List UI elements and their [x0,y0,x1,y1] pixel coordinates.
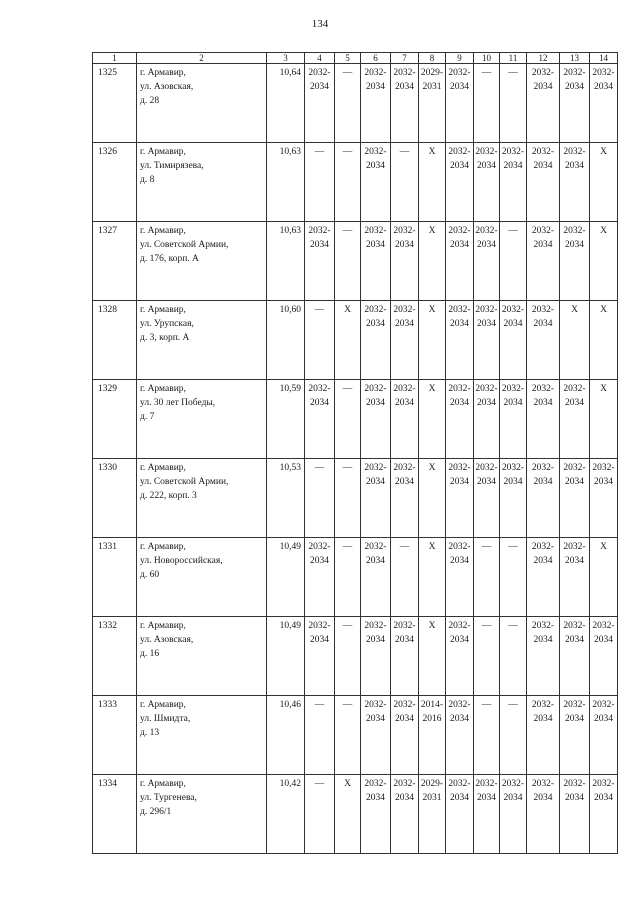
cell-col-9: 2032- 2034 [446,775,474,854]
cell-col-10: 2032- 2034 [474,222,500,301]
cell-col-14: 2032- 2034 [590,775,618,854]
cell-col-7: 2032- 2034 [391,222,419,301]
cell-col-6: 2032- 2034 [361,696,391,775]
cell-row-number: 1329 [93,380,137,459]
table-row [93,64,618,143]
cell-col-10: — [474,696,500,775]
cell-col-6: 2032- 2034 [361,143,391,222]
cell-col-13: 2032- 2034 [560,538,590,617]
column-header: 5 [335,53,361,64]
cell-col-8: X [419,222,446,301]
cell-col-4: 2032- 2034 [305,617,335,696]
cell-col-11: — [500,538,527,617]
cell-address: г. Армавир, ул. Тургенева, д. 296/1 [137,775,267,854]
cell-col-7: 2032- 2034 [391,459,419,538]
cell-col-4: — [305,775,335,854]
repair-schedule-table [92,52,618,854]
cell-col-7: 2032- 2034 [391,380,419,459]
cell-col-14: X [590,380,618,459]
cell-col-5: — [335,143,361,222]
table-row [93,775,618,854]
table-body [93,53,618,854]
cell-col-6: 2032- 2034 [361,222,391,301]
column-header: 13 [560,53,590,64]
cell-col-11: — [500,64,527,143]
cell-row-number: 1325 [93,64,137,143]
cell-col-11: — [500,222,527,301]
cell-col-9: 2032- 2034 [446,222,474,301]
cell-area: 10,53 [267,459,305,538]
cell-col-5: — [335,64,361,143]
cell-col-14: 2032- 2034 [590,617,618,696]
cell-col-10: — [474,64,500,143]
cell-col-10: 2032- 2034 [474,775,500,854]
cell-col-4: — [305,696,335,775]
cell-col-10: 2032- 2034 [474,380,500,459]
cell-col-13: 2032- 2034 [560,459,590,538]
cell-col-5: — [335,538,361,617]
cell-col-5: X [335,775,361,854]
cell-col-5: — [335,222,361,301]
cell-col-13: X [560,301,590,380]
cell-col-5: — [335,617,361,696]
cell-col-14: 2032- 2034 [590,64,618,143]
cell-col-14: 2032- 2034 [590,459,618,538]
table-row [93,143,618,222]
cell-col-12: 2032- 2034 [527,222,560,301]
cell-area: 10,60 [267,301,305,380]
cell-col-8: X [419,380,446,459]
cell-col-12: 2032- 2034 [527,775,560,854]
cell-col-7: 2032- 2034 [391,64,419,143]
table-row [93,696,618,775]
cell-col-8: X [419,143,446,222]
cell-address: г. Армавир, ул. Азовская, д. 16 [137,617,267,696]
cell-col-9: 2032- 2034 [446,696,474,775]
cell-col-5: — [335,380,361,459]
cell-address: г. Армавир, ул. Советской Армии, д. 222, корп. 3 [137,459,267,538]
cell-row-number: 1327 [93,222,137,301]
cell-col-5: — [335,459,361,538]
cell-col-6: 2032- 2034 [361,538,391,617]
cell-col-7: 2032- 2034 [391,617,419,696]
cell-col-13: 2032- 2034 [560,775,590,854]
cell-area: 10,49 [267,538,305,617]
cell-area: 10,63 [267,222,305,301]
cell-col-13: 2032- 2034 [560,696,590,775]
cell-address: г. Армавир, ул. Тимирязева, д. 8 [137,143,267,222]
cell-col-12: 2032- 2034 [527,143,560,222]
table-row [93,459,618,538]
cell-col-10: 2032- 2034 [474,301,500,380]
cell-col-6: 2032- 2034 [361,64,391,143]
cell-col-12: 2032- 2034 [527,64,560,143]
cell-col-12: 2032- 2034 [527,538,560,617]
table-row [93,617,618,696]
cell-row-number: 1328 [93,301,137,380]
cell-col-4: 2032- 2034 [305,380,335,459]
cell-row-number: 1332 [93,617,137,696]
cell-address: г. Армавир, ул. 30 лет Победы, д. 7 [137,380,267,459]
cell-col-9: 2032- 2034 [446,143,474,222]
cell-col-8: X [419,459,446,538]
column-number-row [93,53,618,64]
cell-col-13: 2032- 2034 [560,143,590,222]
cell-col-7: — [391,143,419,222]
cell-area: 10,42 [267,775,305,854]
cell-col-11: 2032- 2034 [500,459,527,538]
cell-col-8: 2014- 2016 [419,696,446,775]
cell-col-4: — [305,459,335,538]
cell-col-9: 2032- 2034 [446,538,474,617]
column-header: 7 [391,53,419,64]
table-row [93,301,618,380]
column-header: 12 [527,53,560,64]
column-header: 2 [137,53,267,64]
cell-row-number: 1334 [93,775,137,854]
cell-address: г. Армавир, ул. Новороссийская, д. 60 [137,538,267,617]
cell-col-10: — [474,617,500,696]
table-row [93,538,618,617]
column-header: 1 [93,53,137,64]
table-row [93,380,618,459]
cell-col-8: X [419,617,446,696]
column-header: 11 [500,53,527,64]
cell-col-7: — [391,538,419,617]
cell-col-14: X [590,143,618,222]
cell-row-number: 1331 [93,538,137,617]
cell-col-7: 2032- 2034 [391,696,419,775]
cell-col-12: 2032- 2034 [527,696,560,775]
cell-col-7: 2032- 2034 [391,775,419,854]
cell-col-5: — [335,696,361,775]
cell-area: 10,63 [267,143,305,222]
cell-col-4: — [305,143,335,222]
cell-col-9: 2032- 2034 [446,380,474,459]
cell-col-11: 2032- 2034 [500,301,527,380]
cell-col-14: 2032- 2034 [590,696,618,775]
cell-col-10: — [474,538,500,617]
table-row [93,222,618,301]
cell-col-12: 2032- 2034 [527,459,560,538]
cell-address: г. Армавир, ул. Шмидта, д. 13 [137,696,267,775]
column-header: 4 [305,53,335,64]
column-header: 9 [446,53,474,64]
cell-row-number: 1333 [93,696,137,775]
cell-col-5: X [335,301,361,380]
cell-col-13: 2032- 2034 [560,380,590,459]
cell-col-6: 2032- 2034 [361,775,391,854]
cell-col-14: X [590,301,618,380]
column-header: 14 [590,53,618,64]
cell-col-7: 2032- 2034 [391,301,419,380]
cell-col-8: 2029- 2031 [419,775,446,854]
column-header: 6 [361,53,391,64]
cell-col-11: — [500,696,527,775]
cell-area: 10,59 [267,380,305,459]
cell-col-11: 2032- 2034 [500,143,527,222]
cell-col-12: 2032- 2034 [527,617,560,696]
cell-col-4: 2032- 2034 [305,64,335,143]
cell-col-13: 2032- 2034 [560,222,590,301]
cell-col-9: 2032- 2034 [446,459,474,538]
cell-area: 10,64 [267,64,305,143]
cell-col-11: 2032- 2034 [500,775,527,854]
cell-col-4: 2032- 2034 [305,538,335,617]
column-header: 3 [267,53,305,64]
cell-col-6: 2032- 2034 [361,459,391,538]
cell-col-6: 2032- 2034 [361,380,391,459]
cell-row-number: 1326 [93,143,137,222]
column-header: 8 [419,53,446,64]
cell-address: г. Армавир, ул. Урупская, д. 3, корп. А [137,301,267,380]
cell-col-6: 2032- 2034 [361,301,391,380]
cell-row-number: 1330 [93,459,137,538]
cell-col-9: 2032- 2034 [446,64,474,143]
cell-col-12: 2032- 2034 [527,301,560,380]
cell-col-14: X [590,538,618,617]
cell-col-11: — [500,617,527,696]
cell-col-8: 2029- 2031 [419,64,446,143]
cell-col-9: 2032- 2034 [446,617,474,696]
cell-col-4: 2032- 2034 [305,222,335,301]
cell-col-13: 2032- 2034 [560,64,590,143]
cell-col-10: 2032- 2034 [474,459,500,538]
page-number: 134 [311,18,329,30]
cell-address: г. Армавир, ул. Азовская, д. 28 [137,64,267,143]
cell-col-9: 2032- 2034 [446,301,474,380]
cell-col-13: 2032- 2034 [560,617,590,696]
column-header: 10 [474,53,500,64]
cell-col-12: 2032- 2034 [527,380,560,459]
cell-col-6: 2032- 2034 [361,617,391,696]
cell-col-4: — [305,301,335,380]
cell-address: г. Армавир, ул. Советской Армии, д. 176, корп. А [137,222,267,301]
cell-col-8: X [419,301,446,380]
cell-area: 10,49 [267,617,305,696]
cell-col-8: X [419,538,446,617]
cell-col-11: 2032- 2034 [500,380,527,459]
cell-col-10: 2032- 2034 [474,143,500,222]
cell-area: 10,46 [267,696,305,775]
cell-col-14: X [590,222,618,301]
